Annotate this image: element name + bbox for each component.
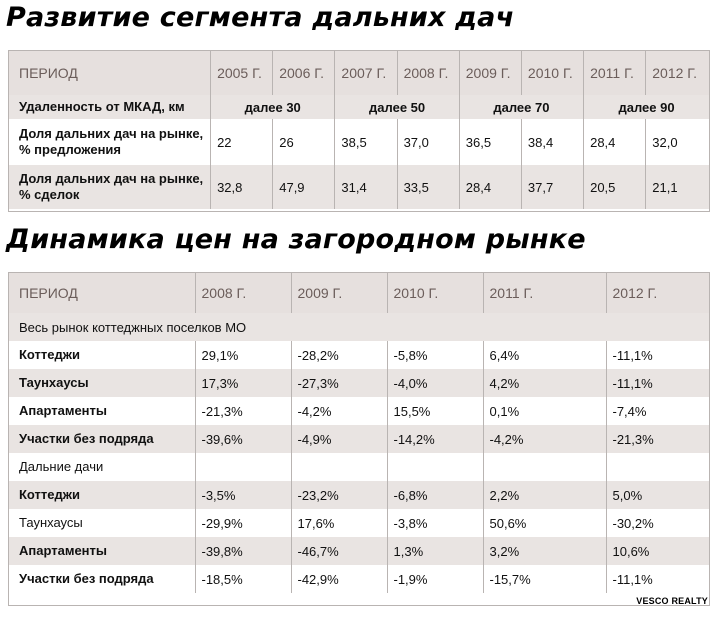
- table-cell: -29,9%: [195, 509, 291, 537]
- column-header: 2005 Г.: [211, 51, 273, 95]
- table-cell: -15,7%: [483, 565, 606, 593]
- table-row: [9, 481, 709, 509]
- table-cell: 28,4: [459, 165, 521, 209]
- table-cell: -14,2%: [387, 425, 483, 453]
- row-label: Апартаменты: [19, 403, 108, 418]
- column-header: 2010 Г.: [387, 273, 483, 313]
- row-label: Апартаменты: [9, 537, 195, 565]
- column-header: 2008 Г.: [397, 51, 459, 95]
- column-header: ПЕРИОД: [9, 273, 195, 313]
- table-cell: 36,5: [459, 119, 521, 165]
- table-row: [9, 537, 709, 565]
- section-title: Динамика цен на загородном рынке: [6, 224, 586, 255]
- table-cell: -11,1%: [606, 341, 709, 369]
- table-cell: -21,3%: [606, 425, 709, 453]
- table-cell: 10,6%: [606, 537, 709, 565]
- table-cell: 21,1: [646, 165, 709, 209]
- distance-group: далее 50: [335, 95, 459, 119]
- table-row: [9, 509, 709, 537]
- table-cell: 38,5: [335, 119, 397, 165]
- column-header: 2006 Г.: [273, 51, 335, 95]
- table-cell: -3,5%: [195, 481, 291, 509]
- table-cell: 17,3%: [195, 369, 291, 397]
- table-row: [9, 425, 709, 453]
- table-cell: 31,4: [335, 165, 397, 209]
- table-cell: -30,2%: [606, 509, 709, 537]
- row-label: Участки без подряда: [9, 425, 195, 453]
- table-row: [9, 369, 709, 397]
- table-header-row: [9, 51, 709, 95]
- table-cell: -39,6%: [195, 425, 291, 453]
- table-cell: -3,8%: [387, 509, 483, 537]
- table-cell: 37,0: [397, 119, 459, 165]
- column-header: 2007 Г.: [335, 51, 397, 95]
- table-cell: -23,2%: [291, 481, 387, 509]
- table-cell: 37,7: [521, 165, 583, 209]
- table-cell: 1,3%: [387, 537, 483, 565]
- price-dynamics-table: [8, 272, 710, 606]
- row-label: Таунхаусы: [19, 515, 83, 530]
- table-cell: 32,0: [646, 119, 709, 165]
- table-row: [9, 119, 709, 165]
- column-header: 2012 Г.: [646, 51, 709, 95]
- row-label: Таунхаусы: [9, 369, 195, 397]
- column-header: 2011 Г.: [483, 273, 606, 313]
- distance-group: далее 30: [211, 95, 335, 119]
- table-cell: 22: [211, 119, 273, 165]
- table-cell: 17,6%: [291, 509, 387, 537]
- section-label: Весь рынок коттеджных поселков МО: [9, 313, 709, 341]
- table-row: [9, 397, 709, 425]
- table-cell: 20,5: [584, 165, 646, 209]
- table-cell: 5,0%: [606, 481, 709, 509]
- table-cell: 28,4: [584, 119, 646, 165]
- table-cell: 15,5%: [387, 397, 483, 425]
- table-cell: -4,9%: [291, 425, 387, 453]
- row-label: Доля дальних дач на рынке, % сделок: [9, 165, 211, 209]
- table-cell: 0,1%: [483, 397, 606, 425]
- table-cell: 26: [273, 119, 335, 165]
- section-label: Дальние дачи: [19, 459, 104, 474]
- table-cell: -7,4%: [606, 397, 709, 425]
- table-cell: -4,2%: [483, 425, 606, 453]
- table-cell: 50,6%: [483, 509, 606, 537]
- table-cell: 33,5: [397, 165, 459, 209]
- page-title: Развитие сегмента дальних дач: [6, 2, 515, 33]
- row-label: Участки без подряда: [19, 571, 154, 586]
- table-cell: -39,8%: [195, 537, 291, 565]
- table-cell: 29,1%: [195, 341, 291, 369]
- table-header-row: [9, 273, 709, 313]
- table-cell: 47,9: [273, 165, 335, 209]
- table-cell: -11,1%: [606, 565, 709, 593]
- column-header: 2009 Г.: [459, 51, 521, 95]
- row-label: Коттеджи: [9, 481, 195, 509]
- table-row: [9, 565, 709, 593]
- table-cell: 38,4: [521, 119, 583, 165]
- row-label: Коттеджи: [19, 347, 80, 362]
- column-header: 2012 Г.: [606, 273, 709, 313]
- table-cell: -46,7%: [291, 537, 387, 565]
- table-row: [9, 165, 709, 209]
- column-header: ПЕРИОД: [9, 51, 211, 95]
- table-cell: 6,4%: [483, 341, 606, 369]
- table-cell: 3,2%: [483, 537, 606, 565]
- row-label: Удаленность от МКАД, км: [9, 95, 211, 119]
- table-cell: -28,2%: [291, 341, 387, 369]
- source-credit: VESCO REALTY: [636, 596, 708, 606]
- development-table: [8, 50, 710, 212]
- table-cell: -6,8%: [387, 481, 483, 509]
- table-cell: [483, 453, 606, 481]
- table-cell: 2,2%: [483, 481, 606, 509]
- table-cell: [195, 453, 291, 481]
- table-cell: 32,8: [211, 165, 273, 209]
- table-cell: -4,0%: [387, 369, 483, 397]
- table-cell: -11,1%: [606, 369, 709, 397]
- column-header: 2010 Г.: [521, 51, 583, 95]
- section-row: [9, 453, 709, 481]
- table-row: [9, 95, 709, 119]
- column-header: 2009 Г.: [291, 273, 387, 313]
- table-cell: -18,5%: [195, 565, 291, 593]
- section-row: [9, 313, 709, 341]
- table-cell: -21,3%: [195, 397, 291, 425]
- table-cell: [606, 453, 709, 481]
- table-cell: 4,2%: [483, 369, 606, 397]
- distance-group: далее 90: [584, 95, 709, 119]
- column-header: 2011 Г.: [584, 51, 646, 95]
- table-cell: -4,2%: [291, 397, 387, 425]
- row-label: Доля дальних дач на рынке, % предложения: [19, 126, 204, 157]
- table-cell: -5,8%: [387, 341, 483, 369]
- table-row: [9, 341, 709, 369]
- column-header: 2008 Г.: [195, 273, 291, 313]
- table-cell: [291, 453, 387, 481]
- table-cell: [387, 453, 483, 481]
- table-cell: -1,9%: [387, 565, 483, 593]
- table-cell: -42,9%: [291, 565, 387, 593]
- distance-group: далее 70: [459, 95, 583, 119]
- table-cell: -27,3%: [291, 369, 387, 397]
